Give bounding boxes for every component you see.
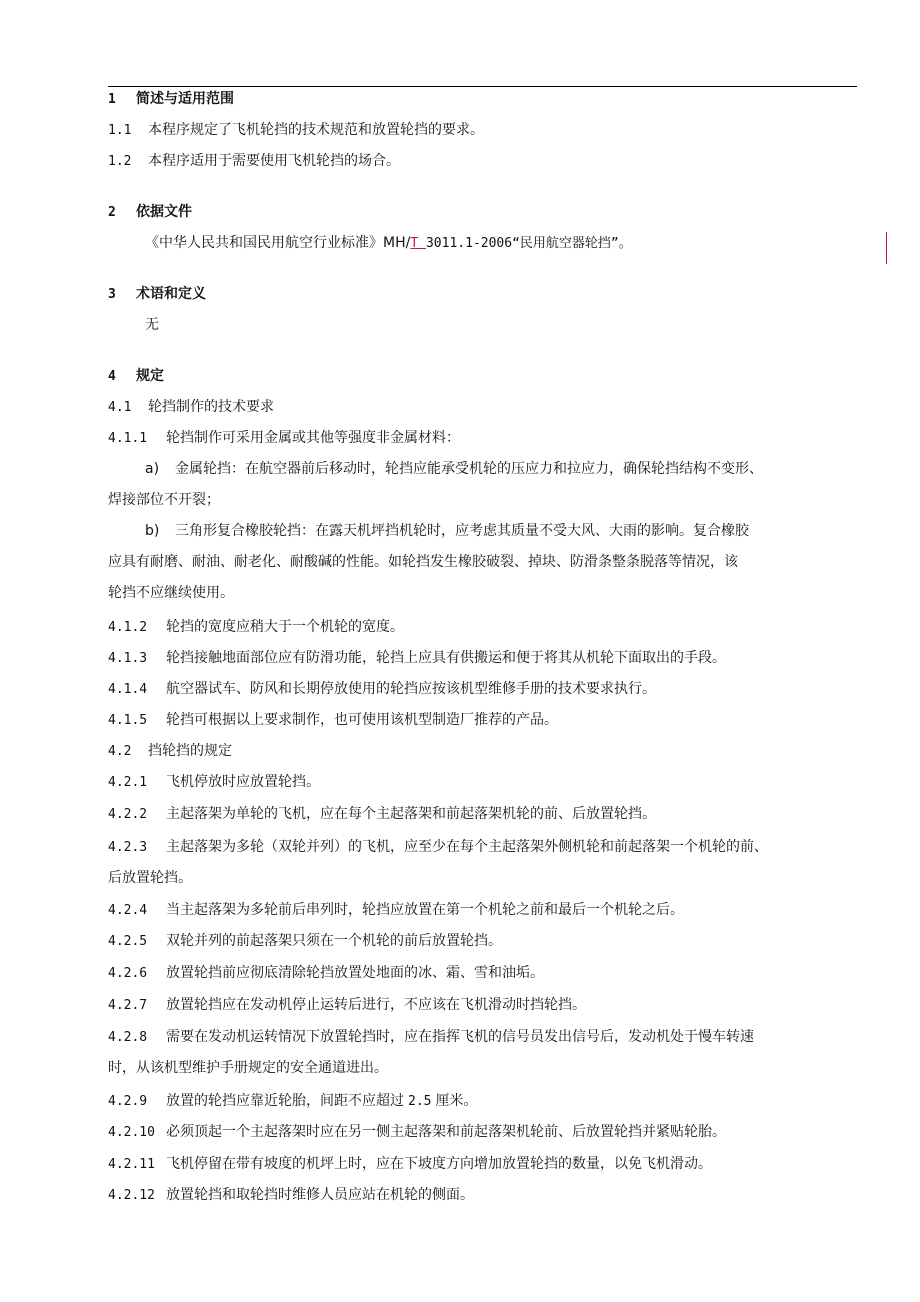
reference-text-end: 3011.1-2006“民用航空器轮挡”。 [425, 236, 632, 251]
clause-number: 4.2.7 [108, 998, 148, 1013]
item-text: 金属轮挡：在航空器前后移动时，轮挡应能承受机轮的压应力和拉应力，确保轮挡结构不变形、 [175, 461, 763, 477]
clause-4-2-11 [108, 1155, 712, 1174]
clause-4-1 [108, 398, 274, 417]
clause-number: 4.2.12 [108, 1188, 155, 1203]
revised-mark: T [410, 236, 426, 251]
reference-document [145, 234, 632, 253]
item-label: b) [145, 523, 160, 539]
clause-number: 4.2.1 [108, 775, 148, 790]
clause-text: 当主起落架为多轮前后串列时，轮挡应放置在第一个机轮之前和最后一个机轮之后。 [166, 902, 684, 918]
item-a-cont: 焊接部位不开裂； [108, 492, 220, 508]
section-title: 术语和定义 [136, 286, 206, 302]
clause-text: 需要在发动机运转情况下放置轮挡时，应在指挥飞机的信号员发出信号后，发动机处于慢车转速 [166, 1029, 754, 1045]
reference-text: 《中华人民共和国民用航空行业标准》MH/ [145, 235, 411, 251]
clause-text: 轮挡制作可采用金属或其他等强度非金属材料： [166, 430, 460, 446]
clause-text: 飞机停留在带有坡度的机坪上时，应在下坡度方向增加放置轮挡的数量，以免飞机滑动。 [166, 1156, 712, 1172]
clause-4-2-4 [108, 901, 684, 920]
item-label: a) [145, 461, 160, 477]
clause-number: 4.2.8 [108, 1030, 148, 1045]
clause-4-2-8-cont: 时，从该机型维护手册规定的安全通道进出。 [108, 1060, 388, 1076]
clause-number: 4.1.3 [108, 651, 148, 666]
clause-4-2-3-cont: 后放置轮挡。 [108, 870, 192, 886]
clause-4-2-1 [108, 773, 320, 792]
section-number: 4 [108, 369, 116, 384]
clause-4-2-12 [108, 1186, 474, 1205]
clause-number: 4.2.5 [108, 934, 148, 949]
revision-change-bar [886, 232, 887, 264]
clause-text: 航空器试车、防风和长期停放使用的轮挡应按该机型维修手册的技术要求执行。 [166, 681, 656, 697]
clause-4-1-5 [108, 711, 558, 730]
clause-text: 放置的轮挡应靠近轮胎，间距不应超过 [166, 1093, 404, 1109]
clause-number: 1.2 [108, 154, 132, 169]
clause-4-2-5 [108, 932, 502, 951]
clause-number: 4.2.3 [108, 840, 148, 855]
clause-number: 4.1.2 [108, 620, 148, 635]
clause-4-2-2 [108, 805, 656, 824]
item-b [145, 522, 749, 540]
clause-4-2-10 [108, 1123, 726, 1142]
clause-number: 4.1.5 [108, 713, 148, 728]
clause-number: 4.2.11 [108, 1157, 155, 1172]
item-text: 三角形复合橡胶轮挡：在露天机坪挡机轮时，应考虑其质量不受大风、大雨的影响。复合橡胶 [175, 523, 749, 539]
section-3-heading [108, 285, 206, 304]
clause-4-2-6 [108, 964, 544, 983]
clause-number: 4.2 [108, 744, 132, 759]
clause-text: 本程序适用于需要使用飞机轮挡的场合。 [148, 153, 400, 169]
clause-4-2-8 [108, 1028, 754, 1047]
clause-text: 必须顶起一个主起落架时应在另一侧主起落架和前起落架机轮前、后放置轮挡并紧贴轮胎。 [166, 1124, 726, 1140]
clause-number: 4.2.10 [108, 1125, 155, 1140]
section-2-heading [108, 203, 192, 222]
clause-text: 轮挡制作的技术要求 [148, 399, 274, 415]
clause-text: 挡轮挡的规定 [148, 743, 232, 759]
clause-number: 4.2.6 [108, 966, 148, 981]
section-number: 2 [108, 205, 116, 220]
clause-text: 放置轮挡和取轮挡时维修人员应站在机轮的侧面。 [166, 1187, 474, 1203]
item-a [145, 460, 763, 478]
clause-number: 4.2.9 [108, 1094, 148, 1109]
clause-number: 4.1.4 [108, 682, 148, 697]
clause-text-end: 厘米。 [435, 1093, 478, 1109]
section-4-heading [108, 367, 164, 386]
header-rule [108, 86, 857, 87]
clause-4-1-3 [108, 649, 726, 668]
section-title: 依据文件 [136, 204, 192, 220]
clause-number: 4.2.4 [108, 903, 148, 918]
clause-4-1-2 [108, 618, 404, 637]
clause-4-1-4 [108, 680, 656, 699]
clause-text: 主起落架为多轮（双轮并列）的飞机，应至少在每个主起落架外侧机轮和前起落架一个机轮的前、 [166, 839, 768, 855]
clause-4-2-9 [108, 1092, 477, 1111]
clause-text: 轮挡接触地面部位应有防滑功能，轮挡上应具有供搬运和便于将其从机轮下面取出的手段。 [166, 650, 726, 666]
clause-number: 4.1 [108, 400, 132, 415]
clause-text: 轮挡可根据以上要求制作，也可使用该机型制造厂推荐的产品。 [166, 712, 558, 728]
section-title: 规定 [136, 368, 164, 384]
clause-4-1-1 [108, 429, 460, 448]
definitions-body: 无 [145, 317, 159, 333]
clause-text: 双轮并列的前起落架只须在一个机轮的前后放置轮挡。 [166, 933, 502, 949]
section-number: 1 [108, 92, 116, 107]
clause-1-1 [108, 121, 484, 140]
clause-4-2 [108, 742, 232, 761]
item-b-cont-2: 轮挡不应继续使用。 [108, 585, 234, 601]
section-number: 3 [108, 287, 116, 302]
section-title: 简述与适用范围 [136, 91, 234, 107]
item-b-cont-1: 应具有耐磨、耐油、耐老化、耐酸碱的性能。如轮挡发生橡胶破裂、掉块、防滑条整条脱落等情况，该 [108, 554, 738, 570]
clause-number: 4.2.2 [108, 807, 148, 822]
section-1-heading [108, 90, 234, 109]
distance-value: 2.5 [408, 1094, 432, 1109]
clause-text: 放置轮挡前应彻底清除轮挡放置处地面的冰、霜、雪和油垢。 [166, 965, 544, 981]
clause-number: 1.1 [108, 123, 132, 138]
clause-text: 本程序规定了飞机轮挡的技术规范和放置轮挡的要求。 [148, 122, 484, 138]
clause-4-2-7 [108, 996, 586, 1015]
clause-1-2 [108, 152, 400, 171]
clause-text: 轮挡的宽度应稍大于一个机轮的宽度。 [166, 619, 404, 635]
clause-4-2-3 [108, 838, 768, 857]
clause-text: 主起落架为单轮的飞机，应在每个主起落架和前起落架机轮的前、后放置轮挡。 [166, 806, 656, 822]
clause-text: 飞机停放时应放置轮挡。 [166, 774, 320, 790]
clause-text: 放置轮挡应在发动机停止运转后进行，不应该在飞机滑动时挡轮挡。 [166, 997, 586, 1013]
clause-number: 4.1.1 [108, 431, 148, 446]
